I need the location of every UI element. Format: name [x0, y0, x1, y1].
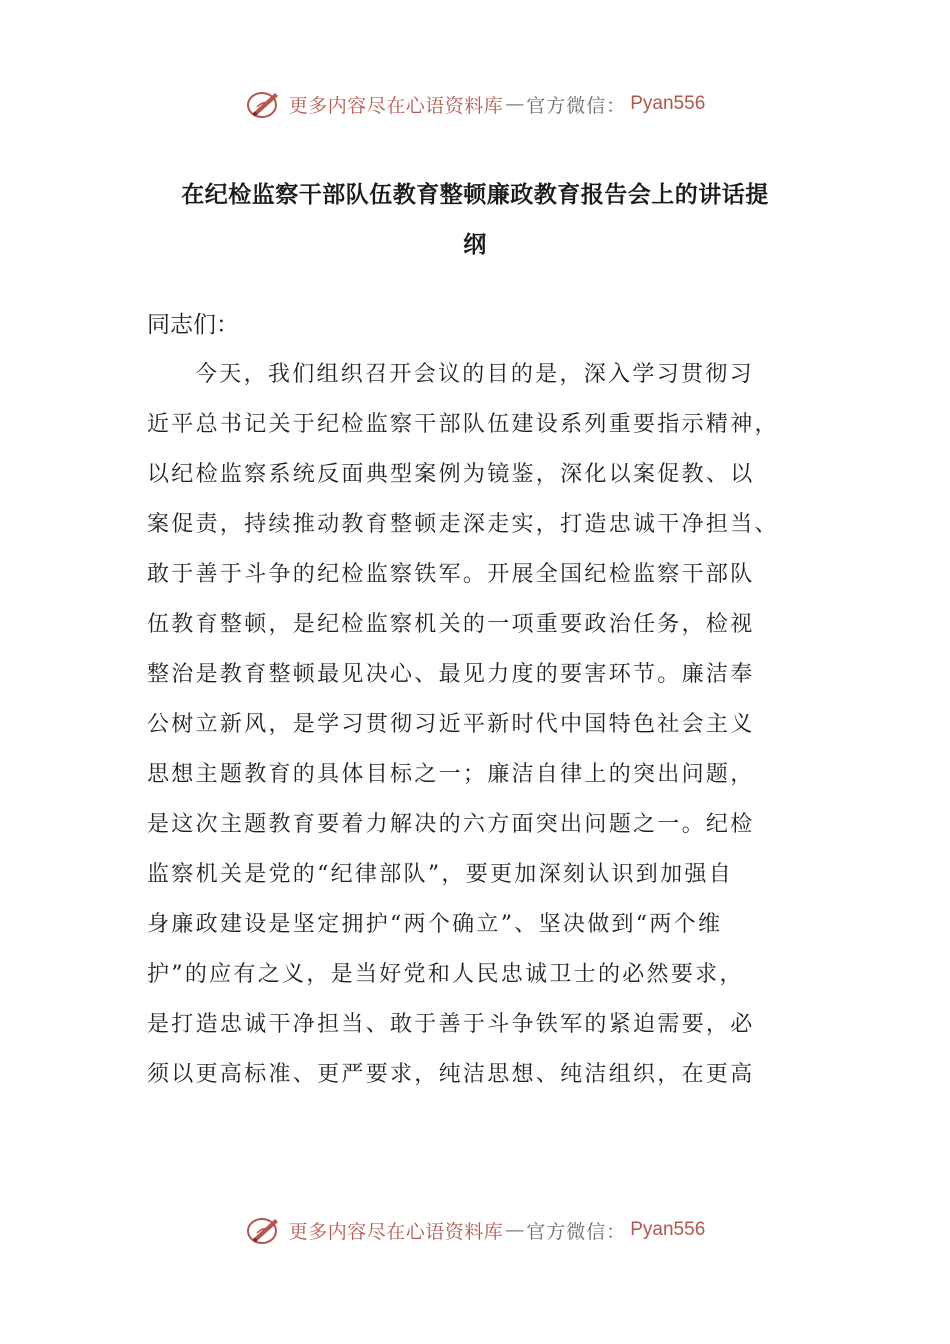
banner-brand-text: 更多内容尽在心语资料库	[288, 94, 504, 117]
body-line: 身廉政建设是坚定拥护“两个确立”、坚决做到“两个维	[147, 912, 723, 937]
banner-wechat-id: Pyan556	[630, 93, 706, 114]
body-line: 以纪检监察系统反面典型案例为镜鉴，深化以案促教、以	[147, 462, 755, 487]
body-line: 思想主题教育的具体目标之一；廉洁自律上的突出问题，	[147, 762, 755, 787]
body-line: 今天，我们组织召开会议的目的是，深入学习贯彻习	[195, 362, 754, 387]
banner-wechat-label: 官方微信：	[526, 94, 627, 117]
body-line: 是这次主题教育要着力解决的六方面突出问题之一。纪检	[147, 812, 755, 837]
body-line: 案促责，持续推动教育整顿走深走实，打造忠诚干净担当、	[147, 512, 779, 537]
title-line-2: 纲	[463, 232, 487, 258]
banner-brand-text: 更多内容尽在心语资料库	[288, 1220, 504, 1243]
title-line-1: 在纪检监察干部队伍教育整顿廉政教育报告会上的讲话提	[181, 182, 769, 208]
quill-logo-icon	[245, 1213, 285, 1247]
body-line: 伍教育整顿，是纪检监察机关的一项重要政治任务，检视	[147, 612, 755, 637]
body-line: 护”的应有之义，是当好党和人民忠诚卫士的必然要求，	[147, 962, 744, 987]
banner-wechat-label: 官方微信：	[526, 1220, 627, 1243]
banner-separator: —	[505, 1219, 525, 1241]
header-banner	[0, 84, 950, 124]
document-title	[150, 170, 800, 270]
banner-separator: —	[505, 93, 525, 115]
body-line: 公树立新风，是学习贯彻习近平新时代中国特色社会主义	[147, 712, 755, 737]
body-line: 监察机关是党的“纪律部队”，要更加深刻认识到加强自	[147, 862, 733, 887]
body-line: 须以更高标准、更严要求，纯洁思想、纯洁组织，在更高	[147, 1062, 755, 1087]
salutation: 同志们：	[147, 312, 239, 338]
banner-wechat-id: Pyan556	[630, 1219, 706, 1240]
body-line: 敢于善于斗争的纪检监察铁军。开展全国纪检监察干部队	[147, 562, 755, 587]
body-line: 整治是教育整顿最见决心、最见力度的要害环节。廉洁奉	[147, 662, 755, 687]
body-paragraph	[147, 350, 797, 1100]
body-line: 近平总书记关于纪检监察干部队伍建设系列重要指示精神，	[147, 412, 779, 437]
quill-logo-icon	[245, 87, 285, 121]
footer-banner	[0, 1210, 950, 1250]
body-line: 是打造忠诚干净担当、敢于善于斗争铁军的紧迫需要，必	[147, 1012, 755, 1037]
